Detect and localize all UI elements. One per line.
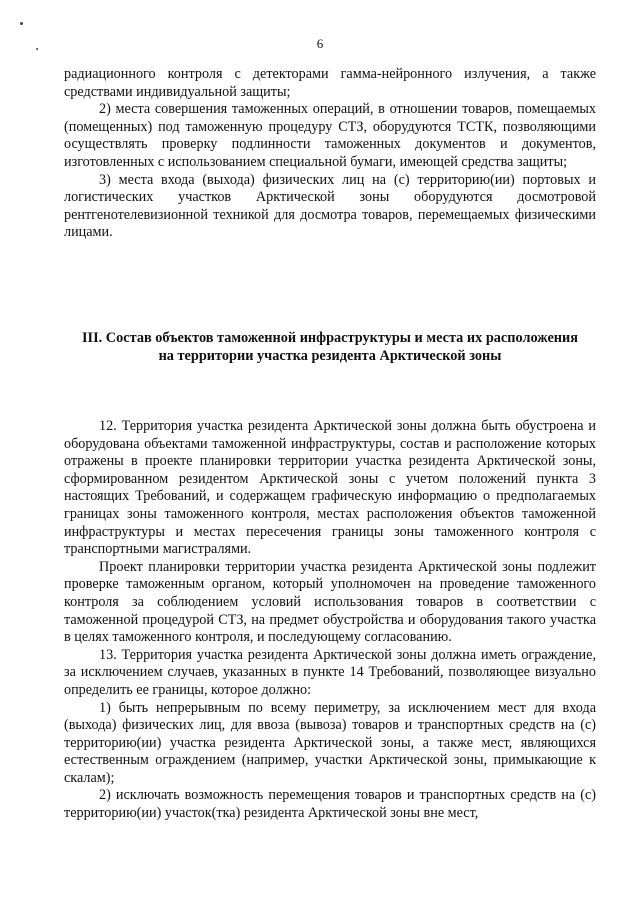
paragraph-13: 13. Территория участка резидента Арктической зоны должна иметь ограждение, за исключением случаев, указанных в пункте 14 Требований, позволяющее визуально определить ее границы, которое должно: <box>64 646 596 698</box>
paragraph-13-item-2: 2) исключать возможность перемещения товаров и транспортных средств на (с) территорию(ии) участок(тка) резидента Арктической зоны вне мест, <box>64 787 596 822</box>
page-number: 6 <box>316 36 324 51</box>
paragraph-project-review: Проект планировки территории участка резидента Арктической зоны подлежит проверке таможенным органом, который уполномочен на проведение таможенного контроля за соблюдением условий использования товаров в соответствии с таможенной процедурой СТЗ, на предмет обустройства и оборудования такого участка в целях таможенного контроля, и последующему согласованию. <box>64 558 596 646</box>
section-heading <box>50 330 610 365</box>
paragraph-13-item-1: 1) быть непрерывным по всему периметру, за исключением мест для входа (выхода) физических лиц, для ввоза (вывоза) товаров и транспортных средств на (с) территорию(ии) участка резидента Арктической зоны, а также мест, являющихся естественным ограждением (например, участки Арктической зоны, примыкающие к скалам); <box>64 699 596 786</box>
section-heading-line-1: III. Состав объектов таможенной инфраструктуры и места их расположения <box>81 330 579 346</box>
scan-speck <box>20 22 23 25</box>
paragraph-continuation: радиационного контроля с детекторами гамма-нейронного излучения, а также средствами индивидуальной защиты; <box>64 66 596 100</box>
paragraph-item-2: 2) места совершения таможенных операций, в отношении товаров, помещаемых (помещенных) под таможенную процедуру СТЗ, оборудуются ТСТК, позволяющими осуществлять проверку подлинности таможенных документов и документов, изготовленных с использованием специальной бумаги, имеющей средства защиты; <box>64 101 596 170</box>
section-heading-line-2: на территории участка резидента Арктической зоны <box>158 347 502 364</box>
body-section <box>64 418 596 823</box>
paragraph-12: 12. Территория участка резидента Арктической зоны должна быть обустроена и оборудована объектами таможенной инфраструктуры, состав и расположение которых отражены в проекте планировки территории участка резидента Арктической зоны, сформированном резидентом Арктической зоны с учетом положений пункта 3 настоящих Требований, и содержащем графическую информацию о предполагаемых границах зоны таможенного контроля, местах расположения объектов таможенной инфраструктуры и местах пересечения границы зоны таможенного контроля с транспортными магистралями. <box>64 418 596 558</box>
paragraph-item-3: 3) места входа (выхода) физических лиц на (с) территорию(ии) портовых и логистических участков Арктической зоны оборудуются досмотровой рентгенотелевизионной техникой для досмотра товаров, перемещаемых физическими лицами. <box>64 171 596 241</box>
top-section <box>64 66 596 242</box>
